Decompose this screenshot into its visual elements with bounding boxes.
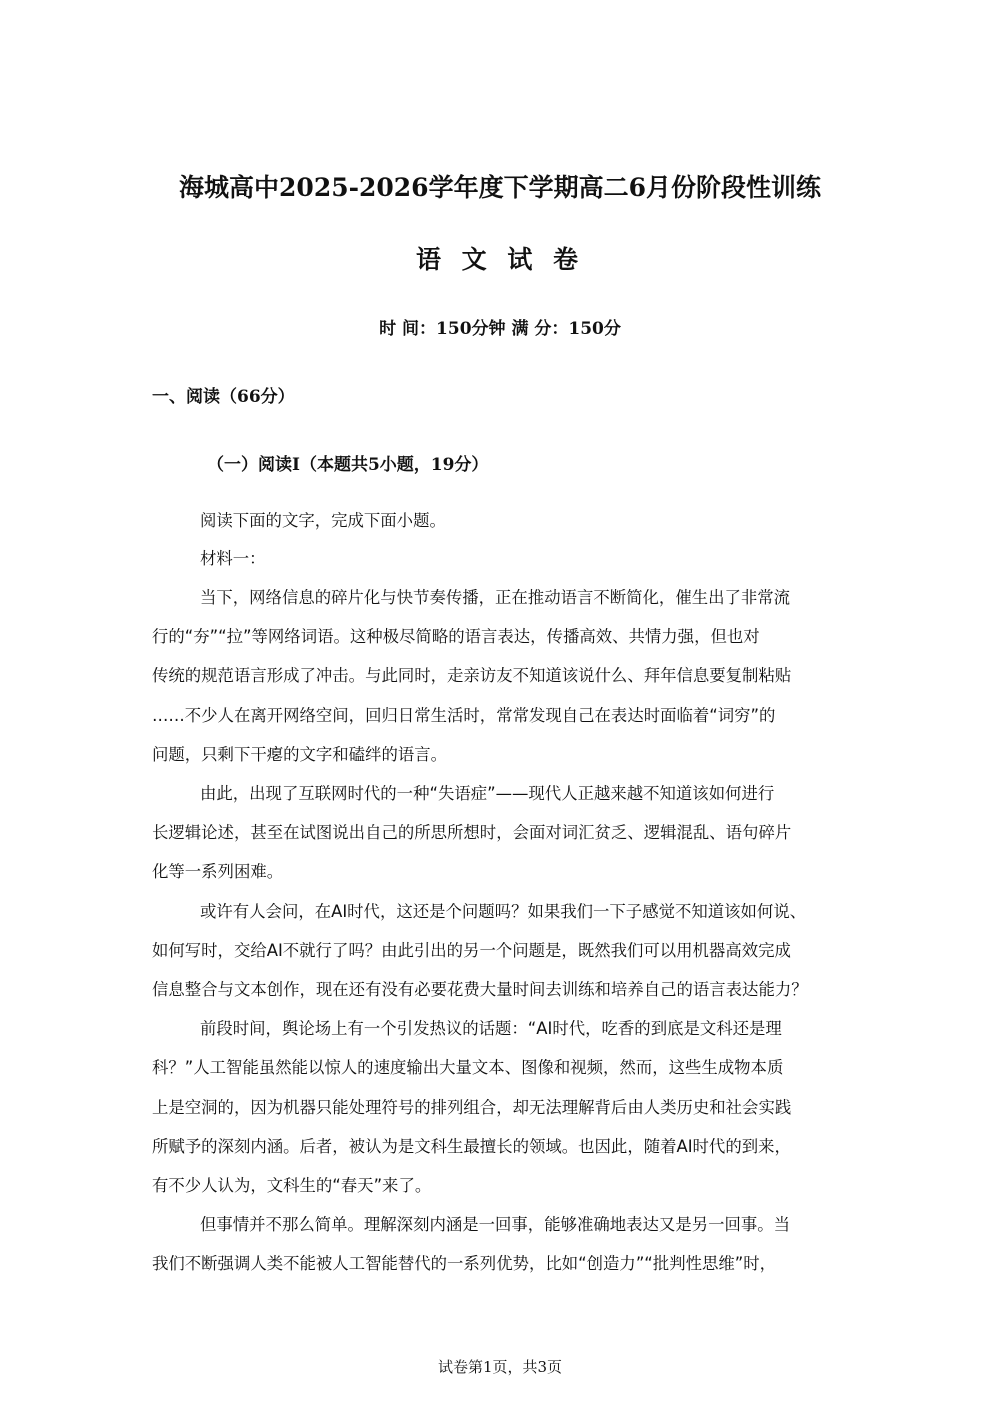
passage-line: 我们不断强调人类不能被人工智能替代的一系列优势，比如“创造力”“批判性思维”时， — [152, 1254, 777, 1273]
exam-subject: 语 文 试 卷 — [415, 245, 585, 274]
material-label: 材料一： — [200, 549, 266, 568]
subsection-heading: （一）阅读Ⅰ（本题共5小题，19分） — [207, 455, 489, 475]
passage-line: ……不少人在离开网络空间，回归日常生活时，常常发现自己在表达时面临着“词穷”的 — [152, 706, 776, 725]
passage-line: 问题，只剩下干瘪的文字和磕绊的语言。 — [152, 745, 448, 764]
passage-line: 长逻辑论述，甚至在试图说出自己的所思所想时，会面对词汇贫乏、逻辑混乱、语句碎片 — [152, 823, 792, 842]
passage-line: 化等一系列困难。 — [152, 862, 284, 881]
passage-line: 但事情并不那么简单。理解深刻内涵是一回事，能够准确地表达又是另一回事。当 — [200, 1215, 791, 1234]
passage-line: 当下，网络信息的碎片化与快节奏传播，正在推动语言不断简化，催生出了非常流 — [200, 588, 791, 607]
passage-line: 由此，出现了互联网时代的一种“失语症”——现代人正越来越不知道该如何进行 — [200, 784, 775, 803]
passage-line: 信息整合与文本创作，现在还有没有必要花费大量时间去训练和培养自己的语言表达能力？ — [152, 980, 808, 999]
passage-line: 行的“夯”“拉”等网络词语。这种极尽简略的语言表达，传播高效、共情力强，但也对 — [152, 627, 760, 646]
passage-line: 传统的规范语言形成了冲击。与此同时，走亲访友不知道该说什么、拜年信息要复制粘贴 — [152, 666, 792, 685]
exam-title: 海城高中2025-2026学年度下学期高二6月份阶段性训练 — [179, 173, 821, 202]
instruction-line: 阅读下面的文字，完成下面小题。 — [200, 511, 446, 530]
page-footer: 试卷第1页，共3页 — [437, 1358, 563, 1376]
passage-line: 有不少人认为，文科生的“春天”来了。 — [152, 1176, 432, 1195]
section-heading: 一、阅读（66分） — [152, 387, 295, 407]
passage-line: 或许有人会问，在AI时代，这还是个问题吗？如果我们一下子感觉不知道该如何说、 — [200, 902, 807, 921]
exam-meta: 时 间：150分钟 满 分：150分 — [379, 319, 621, 339]
passage-line: 科？”人工智能虽然能以惊人的速度输出大量文本、图像和视频，然而，这些生成物本质 — [152, 1058, 784, 1077]
passage-line: 所赋予的深刻内涵。后者，被认为是文科生最擅长的领域。也因此，随着AI时代的到来， — [152, 1137, 791, 1156]
passage-line: 如何写时，交给AI不就行了吗？由此引出的另一个问题是，既然我们可以用机器高效完成 — [152, 941, 791, 960]
passage-line: 上是空洞的，因为机器只能处理符号的排列组合，却无法理解背后由人类历史和社会实践 — [152, 1098, 792, 1117]
passage-line: 前段时间，舆论场上有一个引发热议的话题：“AI时代，吃香的到底是文科还是理 — [200, 1019, 782, 1038]
